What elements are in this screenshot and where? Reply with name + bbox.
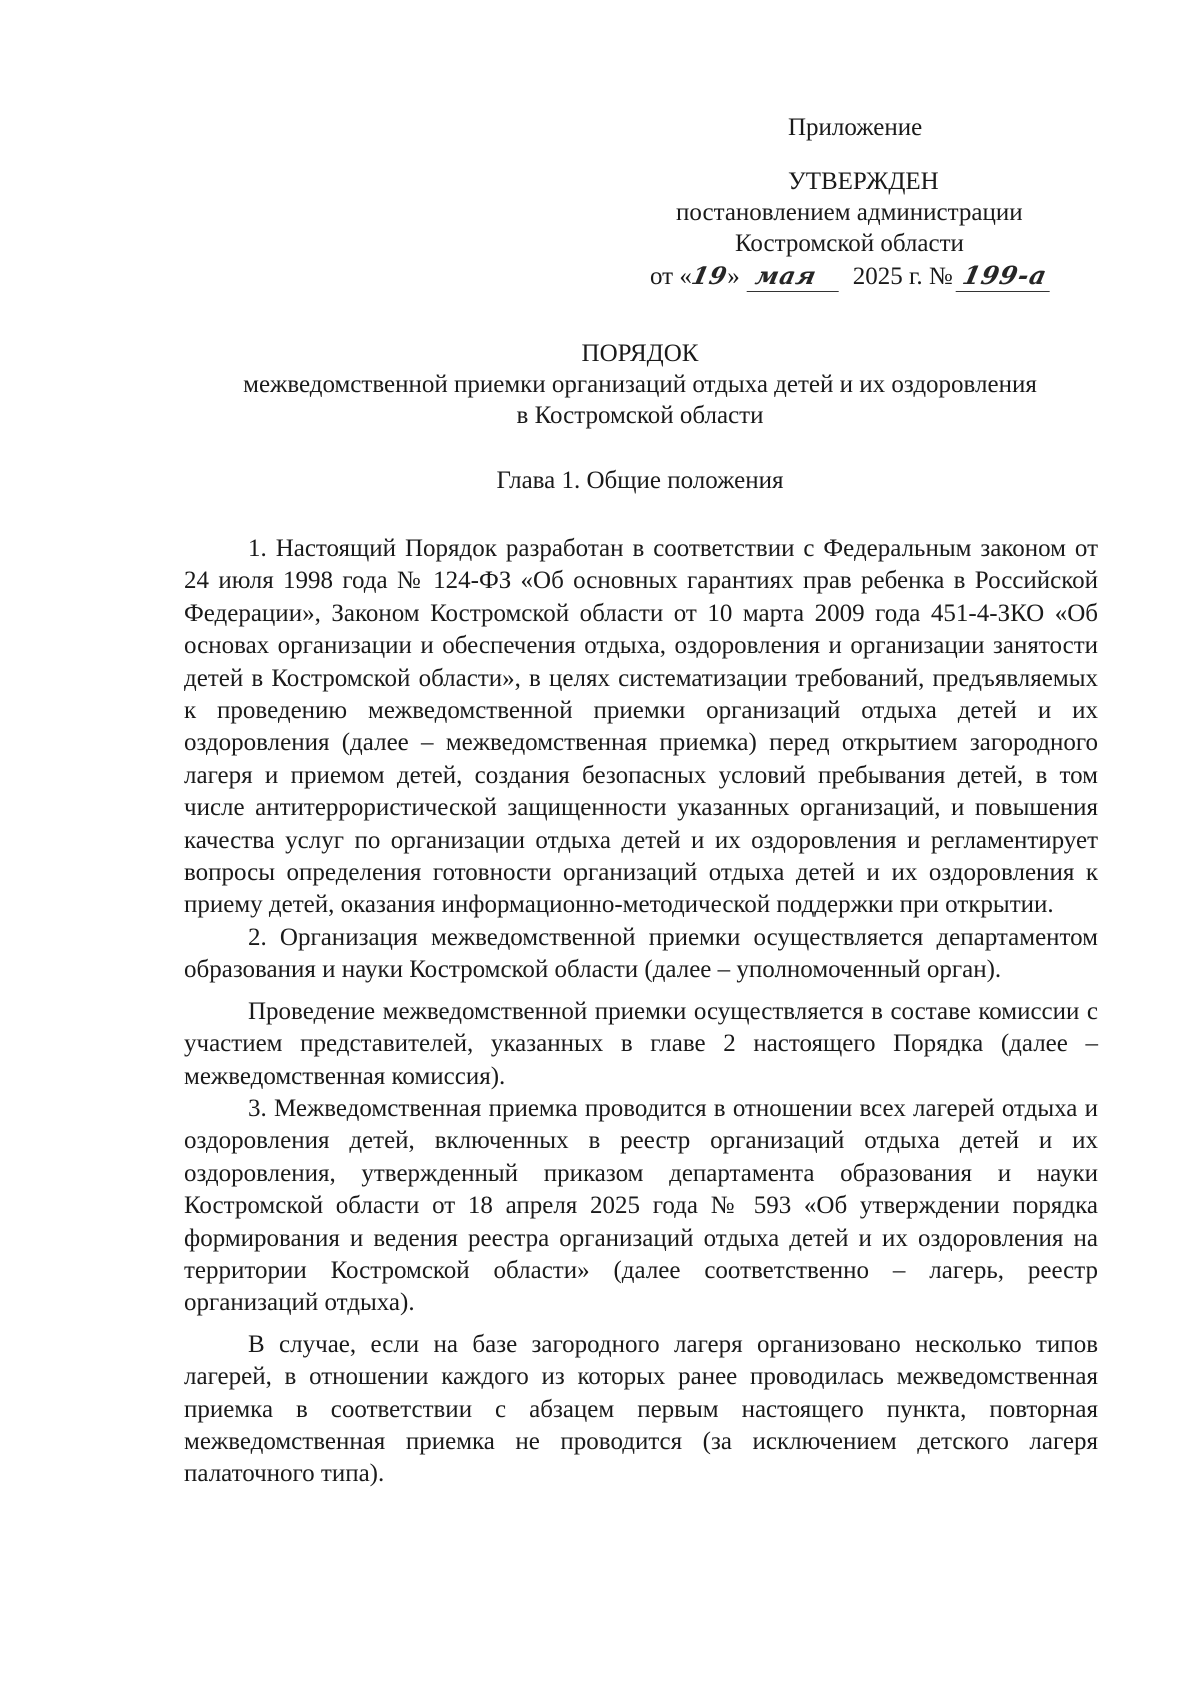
date-year: 2025 г. № — [852, 263, 953, 290]
title-main: ПОРЯДОК — [581, 340, 699, 367]
paragraph-5: В случае, если на базе загородного лагеря организовано несколько типов лагерей, в отношении каждого из которых ранее проводилась межведомственная приемка в соответствии с абзацем первым настоящего пункта, повторная межведомственная приемка не проводится (за исключением детского лагеря палаточного типа). — [184, 1330, 1098, 1488]
chapter-heading: Глава 1. Общие положения — [496, 467, 784, 494]
paragraph-2: 2. Организация межведомственной приемки осуществляется департаментом образования и науки Костромской области (далее – уполномоченный орган). — [184, 923, 1098, 984]
paragraph-3: Проведение межведомственной приемки осуществляется в составе комиссии с участием представителей, указанных в главе 2 настоящего Порядка (далее – межведомственная комиссия). — [184, 997, 1098, 1090]
handwritten-day: 19 — [688, 261, 731, 290]
approved-label: УТВЕРЖДЕН — [788, 168, 939, 195]
title-line-1: межведомственной приемки организаций отдыха детей и их оздоровления — [243, 371, 1037, 398]
date-prefix: от « — [650, 263, 692, 290]
approval-date-line — [610, 260, 1110, 292]
handwritten-month: мая — [747, 260, 846, 292]
paragraph-4: 3. Межведомственная приемка проводится в отношении всех лагерей отдыха и оздоровления детей, включенных в реестр организаций отдыха детей и их оздоровления, утвержденный приказом департамента образования и науки Костромской области от 18 апреля 2025 года № 593 «Об утверждении порядка формирования и ведения реестра организаций отдыха детей и их оздоровления на территории Костромской области» (далее соответственно – лагерь, реестр организаций отдыха). — [184, 1094, 1098, 1317]
approved-by-label: постановлением администрации — [676, 199, 1023, 226]
document-title — [180, 338, 1100, 431]
document-body — [184, 533, 1098, 1491]
paragraph-1: 1. Настоящий Порядок разработан в соответствии с Федеральным законом от 24 июля 1998 года № 124-ФЗ «Об основных гарантиях прав ребенка в Российской Федерации», Законом Костромской области от 10 марта 2009 года 451-4-ЗКО «Об основах организации и обеспечения отдыха, оздоровления и организации занятости детей в Костромской области», в целях систематизации требований, предъявляемых к проведению межведомственной приемки организаций отдыха детей и их оздоровления (далее – межведомственная приемка) перед открытием загородного лагеря и приемом детей, создания безопасных условий пребывания детей, в том числе антитеррористической защищенности указанных организаций, и повышения качества услуг по организации отдыха детей и их оздоровления и регламентирует вопросы определения готовности организаций отдыха детей и их оздоровления к приему детей, оказания информационно-методической поддержки при открытии. — [184, 535, 1098, 919]
handwritten-doc-number: 199-а — [956, 260, 1057, 292]
title-line-2: в Костромской области — [516, 402, 764, 429]
date-mid: » — [727, 263, 740, 290]
appendix-label: Приложение — [788, 114, 923, 141]
region-label: Костромской области — [735, 230, 964, 257]
approval-stamp-block — [610, 112, 1110, 292]
